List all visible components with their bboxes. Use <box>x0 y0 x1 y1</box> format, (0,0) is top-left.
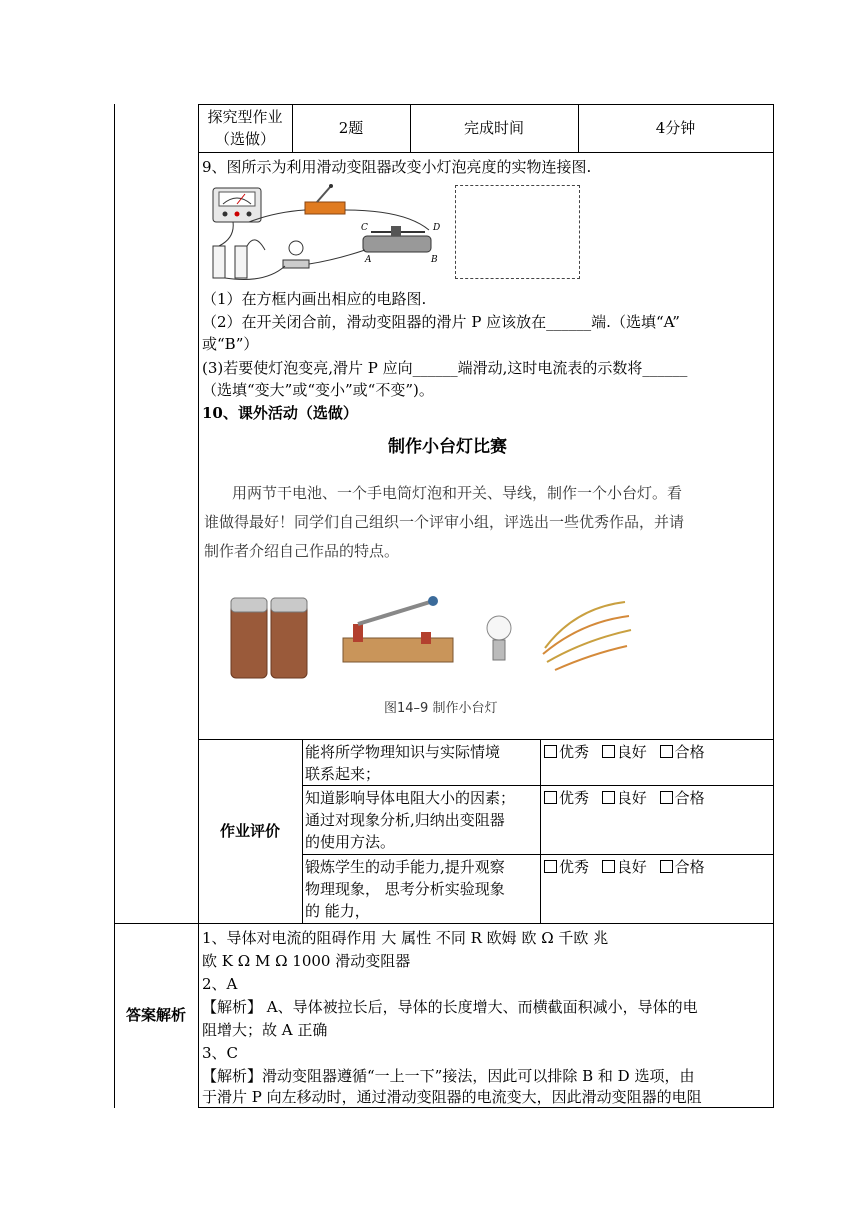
rheostat-terminal-c: C <box>361 223 368 233</box>
q9-part2: （2）在开关闭合前，滑动变阻器的滑片 P 应该放在______端.（选填“A” <box>202 313 680 331</box>
q9-title: 9、图所示为利用滑动变阻器改变小灯泡亮度的实物连接图. <box>202 158 592 176</box>
option-good: 良好 <box>616 743 647 761</box>
flashlight-bulb-icon <box>487 616 511 660</box>
checkbox-pass[interactable] <box>660 791 673 804</box>
rheostat-terminal-b: B <box>431 255 438 265</box>
checkbox-good[interactable] <box>602 860 615 873</box>
bulb-icon <box>283 241 309 268</box>
lamp-materials-illustration <box>225 588 645 688</box>
option-good: 良好 <box>616 858 647 876</box>
option-pass: 合格 <box>674 789 705 807</box>
checkbox-pass[interactable] <box>660 745 673 758</box>
switch-icon <box>305 184 345 214</box>
evaluation-criterion: 物理现象， 思考分析实验现象 <box>305 880 505 898</box>
answer-line: 阻增大；故 A 正确 <box>202 1021 328 1039</box>
book-title: 制作小台灯比赛 <box>388 437 507 457</box>
evaluation-criterion: 通过对现象分析,归纳出变阻器 <box>305 811 505 829</box>
q9-part3: (3)若要使灯泡变亮,滑片 P 应向______端滑动,这时电流表的示数将______ <box>202 359 688 377</box>
battery-icon <box>213 246 247 278</box>
rheostat-terminal-a: A <box>365 255 372 265</box>
q9-part3-cont: （选填“变大”或“变小”或“不变”)。 <box>202 381 434 399</box>
answer-line: 【解析】 A、导体被拉长后，导体的长度增大、而横截面积减小，导体的电 <box>202 998 698 1016</box>
q9-part1: （1）在方框内画出相应的电路图. <box>202 290 427 308</box>
drawing-box <box>455 185 580 279</box>
homework-type-sublabel: （选做） <box>214 130 275 148</box>
option-excellent: 优秀 <box>559 789 590 807</box>
evaluation-criterion: 锻炼学生的动手能力,提升观察 <box>305 858 505 876</box>
checkbox-good[interactable] <box>602 791 615 804</box>
checkbox-excellent[interactable] <box>544 791 557 804</box>
q9-part2-cont: 或“B”） <box>202 335 259 353</box>
option-pass: 合格 <box>674 743 705 761</box>
option-good: 良好 <box>616 789 647 807</box>
answer-line: 1、导体对电流的阻碍作用 大 属性 不同 R 欧姆 欧 Ω 千欧 兆 <box>202 929 609 947</box>
evaluation-label: 作业评价 <box>219 822 280 840</box>
rating-options <box>544 787 705 809</box>
option-pass: 合格 <box>674 858 705 876</box>
book-text-1: 用两节干电池、一个手电筒灯泡和开关、导线，制作一个小台灯。看 <box>232 484 683 502</box>
answer-line: 3、C <box>202 1044 239 1062</box>
wires-icon <box>543 602 631 670</box>
figure-caption: 图14–9 制作小台灯 <box>384 701 498 716</box>
checkbox-excellent[interactable] <box>544 860 557 873</box>
evaluation-criterion: 能将所学物理知识与实际情境 <box>305 743 501 761</box>
checkbox-excellent[interactable] <box>544 745 557 758</box>
book-text-3: 制作者介绍自己作品的特点。 <box>204 542 400 560</box>
option-excellent: 优秀 <box>559 743 590 761</box>
book-text-2: 谁做得最好！同学们自己组织一个评审小组，评选出一些优秀作品，并请 <box>204 513 685 531</box>
ammeter-icon <box>213 188 261 222</box>
rheostat-icon <box>363 226 431 252</box>
circuit-diagram <box>205 180 445 285</box>
question-count: 2题 <box>338 119 364 137</box>
rating-options <box>544 856 705 878</box>
rating-options <box>544 741 705 763</box>
answer-line: 欧 K Ω M Ω 1000 滑动变阻器 <box>202 952 411 970</box>
answer-line: 2、A <box>202 975 238 993</box>
evaluation-criterion: 联系起来； <box>305 765 381 783</box>
answer-line: 【解析】滑动变阻器遵循“一上一下”接法，因此可以排除 B 和 D 选项，由 <box>202 1067 695 1085</box>
option-excellent: 优秀 <box>559 858 590 876</box>
evaluation-criterion: 知道影响导体电阻大小的因素； <box>305 789 516 807</box>
answer-line: 于滑片 P 向左移动时，通过滑动变阻器的电流变大，因此滑动变阻器的电阻 <box>202 1088 702 1106</box>
checkbox-good[interactable] <box>602 745 615 758</box>
q10-title: 10、课外活动（选做） <box>202 404 358 422</box>
answers-label: 答案解析 <box>125 1006 186 1024</box>
battery-pair-icon <box>231 598 307 678</box>
time-label: 完成时间 <box>463 119 524 137</box>
time-value: 4分钟 <box>655 119 696 137</box>
evaluation-criterion: 的使用方法。 <box>305 833 396 851</box>
evaluation-criterion: 的 能力， <box>305 902 370 920</box>
checkbox-pass[interactable] <box>660 860 673 873</box>
knife-switch-icon <box>343 596 453 662</box>
homework-type-label: 探究型作业 <box>207 108 283 126</box>
rheostat-terminal-d: D <box>433 223 441 233</box>
